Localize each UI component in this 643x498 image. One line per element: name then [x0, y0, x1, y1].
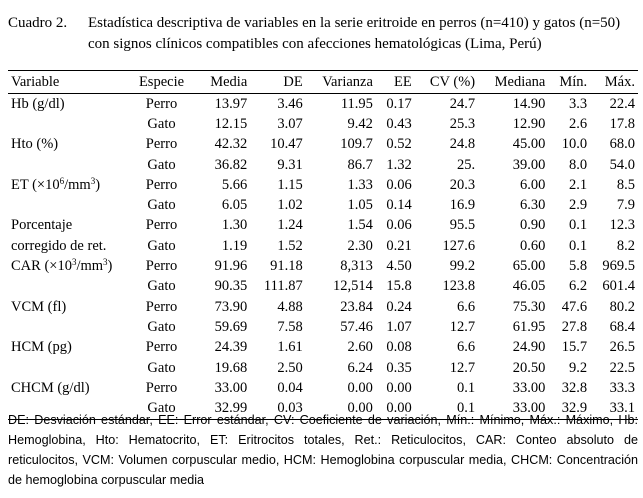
value-cell: 123.8 [442, 278, 476, 295]
species-cell: Gato [147, 115, 176, 132]
header-mediana: Mediana [478, 71, 548, 94]
variable-name: HCM (pg) [11, 339, 72, 356]
variable-cell [8, 277, 126, 297]
header-media: Media [197, 71, 250, 94]
value-cell: 0.1 [569, 237, 588, 254]
table-row [8, 277, 638, 297]
variable-cell [8, 297, 126, 317]
variable-name-part: /mm [64, 176, 91, 193]
variable-name-part: ET (×10 [11, 176, 60, 193]
value-cell: 0.03 [277, 400, 303, 417]
value-cell: 12.7 [449, 359, 476, 376]
value-cell: 68.0 [609, 136, 635, 153]
table-caption [8, 13, 640, 55]
value-cell: 65.00 [512, 258, 546, 275]
value-cell: 10.47 [270, 136, 303, 153]
value-cell: 61.95 [512, 318, 546, 335]
value-cell: 14.90 [512, 95, 546, 112]
value-cell: 33.3 [609, 379, 635, 396]
table-row [8, 114, 638, 134]
value-cell: 4.88 [277, 298, 303, 315]
value-cell: 6.2 [569, 278, 588, 295]
species-cell: Gato [147, 278, 176, 295]
variable-exponent: 3 [90, 175, 96, 186]
statistics-table [8, 70, 638, 420]
value-cell: 42.32 [214, 136, 248, 153]
table-row [8, 297, 638, 317]
variable-cell [8, 236, 126, 256]
value-cell: 36.82 [214, 156, 248, 173]
value-cell: 20.3 [449, 176, 476, 193]
value-cell: 601.4 [602, 278, 635, 295]
variable-name: Hto (%) [11, 136, 59, 153]
header-especie: Especie [126, 71, 197, 94]
value-cell: 109.7 [340, 136, 373, 153]
value-cell: 33.00 [512, 379, 546, 396]
value-cell: 39.00 [512, 156, 546, 173]
value-cell: 33.1 [609, 400, 635, 417]
variable-name-line-2: corregido de ret. [11, 237, 107, 254]
value-cell: 1.52 [277, 237, 303, 254]
variable-name-part: /mm [76, 258, 104, 275]
header-max: Máx. [590, 71, 638, 94]
value-cell: 0.17 [386, 95, 412, 112]
species-cell: Gato [147, 318, 176, 335]
value-cell: 32.99 [214, 400, 248, 417]
value-cell: 12,514 [333, 278, 373, 295]
value-cell: 0.00 [347, 400, 373, 417]
value-cell: 0.21 [386, 237, 412, 254]
value-cell: 0.06 [386, 217, 412, 234]
value-cell: 27.8 [561, 318, 588, 335]
table-footnote: DE: Desviación estándar, EE: Error estándar, CV: Coeficiente de variación, Mín.: Mínimo, Máx.: Máximo, Hb: Hemoglobina, Hto: Hematocrito, ET: Eritrocitos totales, Ret.: Reticulocitos, CAR: Conteo absoluto de reticulocitos, VCM: Volumen corpuscular medio, HCM: Hemoglobina corpuscular media, CHCM: Concentración de hemoglobina corpuscular media [8, 413, 638, 487]
variable-cell [8, 175, 126, 195]
value-cell: 99.2 [449, 258, 476, 275]
value-cell: 0.1 [457, 400, 476, 417]
header-de: DE [250, 71, 305, 94]
header-variable: Variable [8, 71, 126, 94]
table-row [8, 378, 638, 398]
value-cell: 9.2 [569, 359, 588, 376]
value-cell: 4.50 [386, 258, 412, 275]
value-cell: 3.07 [277, 115, 303, 132]
value-cell: 1.15 [277, 176, 303, 193]
value-cell: 0.24 [386, 298, 412, 315]
variable-cell [8, 378, 126, 398]
species-cell: Perro [145, 136, 178, 153]
value-cell: 6.05 [221, 197, 248, 214]
value-cell: 8.0 [569, 156, 588, 173]
value-cell: 19.68 [214, 359, 248, 376]
value-cell: 1.32 [386, 156, 412, 173]
caption-text-1: Estadística descriptiva de variables en la serie eritroide en perros (n=410) y gatos (n=50) [88, 15, 621, 31]
value-cell: 1.30 [221, 217, 248, 234]
variable-name: VCM (fl) [11, 298, 67, 315]
value-cell: 24.7 [449, 95, 476, 112]
table-row [8, 358, 638, 378]
variable-cell [8, 94, 126, 115]
species-cell: Perro [145, 176, 178, 193]
value-cell: 46.05 [512, 278, 546, 295]
value-cell: 22.5 [609, 359, 635, 376]
variable-name-part: ) [95, 176, 101, 193]
value-cell: 0.00 [386, 379, 412, 396]
value-cell: 5.66 [221, 176, 248, 193]
value-cell: 80.2 [609, 298, 635, 315]
value-cell: 8.2 [616, 237, 635, 254]
table-row [8, 195, 638, 215]
species-cell: Gato [147, 197, 176, 214]
value-cell: 54.0 [609, 156, 635, 173]
variable-name-part: ) [107, 258, 113, 275]
table-row [8, 338, 638, 358]
variable-cell [8, 338, 126, 358]
species-cell: Gato [147, 237, 176, 254]
value-cell: 9.42 [347, 115, 373, 132]
value-cell: 0.14 [386, 197, 412, 214]
caption-line-2: con signos clínicos compatibles con afecciones hematológicas (Lima, Perú) [88, 36, 542, 52]
value-cell: 0.1 [457, 379, 476, 396]
value-cell: 11.95 [340, 95, 373, 112]
value-cell: 0.06 [386, 176, 412, 193]
variable-cell [8, 114, 126, 134]
value-cell: 12.15 [214, 115, 248, 132]
value-cell: 0.90 [519, 217, 546, 234]
value-cell: 1.33 [347, 176, 373, 193]
value-cell: 45.00 [512, 136, 546, 153]
value-cell: 1.05 [347, 197, 373, 214]
value-cell: 0.60 [519, 237, 546, 254]
value-cell: 111.87 [263, 278, 303, 295]
value-cell: 22.4 [609, 95, 635, 112]
variable-exponent: 6 [59, 175, 65, 186]
value-cell: 2.30 [347, 237, 373, 254]
variable-cell [8, 317, 126, 337]
value-cell: 12.90 [512, 115, 546, 132]
table-row [8, 216, 638, 236]
value-cell: 0.00 [386, 400, 412, 417]
value-cell: 0.08 [386, 339, 412, 356]
value-cell: 90.35 [214, 278, 248, 295]
value-cell: 1.24 [277, 217, 303, 234]
value-cell: 6.00 [519, 176, 546, 193]
species-cell: Gato [147, 400, 176, 417]
value-cell: 59.69 [214, 318, 248, 335]
value-cell: 0.43 [386, 115, 412, 132]
species-cell: Perro [145, 379, 178, 396]
value-cell: 7.9 [616, 197, 635, 214]
variable-name: CHCM (g/dl) [11, 379, 90, 396]
species-cell: Perro [145, 217, 178, 234]
header-ee: EE [376, 71, 415, 94]
value-cell: 2.9 [569, 197, 588, 214]
value-cell: 0.1 [569, 217, 588, 234]
value-cell: 3.46 [277, 95, 303, 112]
value-cell: 0.04 [277, 379, 303, 396]
variable-cell [8, 135, 126, 155]
variable-name-part: CAR (×10 [11, 258, 72, 275]
header-row [8, 71, 638, 94]
value-cell: 24.90 [512, 339, 546, 356]
value-cell: 95.5 [449, 217, 476, 234]
value-cell: 6.30 [519, 197, 546, 214]
caption-line-1 [8, 13, 640, 34]
table-header [8, 71, 638, 94]
value-cell: 1.07 [386, 318, 412, 335]
value-cell: 2.6 [569, 115, 588, 132]
value-cell: 8,313 [340, 258, 373, 275]
value-cell: 10.0 [561, 136, 588, 153]
caption-label: Cuadro 2. [8, 15, 68, 31]
value-cell: 6.6 [457, 339, 476, 356]
variable-name-line-1: Porcentaje [11, 217, 73, 234]
value-cell: 12.7 [449, 318, 476, 335]
species-cell: Perro [145, 258, 178, 275]
value-cell: 16.9 [449, 197, 476, 214]
header-min: Mín. [548, 71, 590, 94]
value-cell: 127.6 [442, 237, 476, 254]
value-cell: 86.7 [347, 156, 373, 173]
value-cell: 6.6 [457, 298, 476, 315]
table-row [8, 317, 638, 337]
value-cell: 1.61 [277, 339, 303, 356]
variable-cell [8, 256, 126, 276]
species-cell: Gato [147, 359, 176, 376]
value-cell: 969.5 [602, 258, 635, 275]
value-cell: 0.00 [347, 379, 373, 396]
value-cell: 7.58 [277, 318, 303, 335]
variable-cell [8, 216, 126, 236]
value-cell: 15.7 [561, 339, 588, 356]
value-cell: 33.00 [214, 379, 248, 396]
value-cell: 6.24 [347, 359, 373, 376]
value-cell: 2.60 [347, 339, 373, 356]
species-cell: Perro [145, 298, 178, 315]
table-body [8, 94, 638, 420]
table-row [8, 236, 638, 256]
table-row [8, 135, 638, 155]
header-varianza: Varianza [306, 71, 376, 94]
table-row [8, 175, 638, 195]
value-cell: 2.50 [277, 359, 303, 376]
value-cell: 47.6 [561, 298, 588, 315]
variable-cell [8, 358, 126, 378]
value-cell: 1.19 [221, 237, 248, 254]
value-cell: 32.9 [561, 400, 588, 417]
value-cell: 15.8 [386, 278, 412, 295]
table-row [8, 94, 638, 115]
value-cell: 25.3 [449, 115, 476, 132]
species-cell: Perro [145, 339, 178, 356]
value-cell: 9.31 [277, 156, 303, 173]
species-cell: Gato [147, 156, 176, 173]
variable-exponent: 3 [103, 257, 108, 268]
value-cell: 17.8 [609, 115, 635, 132]
value-cell: 68.4 [609, 318, 635, 335]
value-cell: 24.39 [214, 339, 248, 356]
species-cell: Perro [145, 95, 178, 112]
variable-cell [8, 195, 126, 215]
variable-name: Hb (g/dl) [11, 95, 65, 112]
value-cell: 25. [457, 156, 476, 173]
value-cell: 5.8 [569, 258, 588, 275]
value-cell: 8.5 [616, 176, 635, 193]
variable-cell [8, 155, 126, 175]
value-cell: 26.5 [609, 339, 635, 356]
value-cell: 3.3 [569, 95, 588, 112]
header-cv: CV (%) [415, 71, 478, 94]
table-row [8, 256, 638, 276]
value-cell: 32.8 [561, 379, 588, 396]
value-cell: 91.96 [214, 258, 248, 275]
table-row [8, 155, 638, 175]
value-cell: 0.35 [386, 359, 412, 376]
variable-exponent: 3 [71, 257, 77, 268]
value-cell: 13.97 [214, 95, 248, 112]
value-cell: 2.1 [569, 176, 588, 193]
value-cell: 12.3 [609, 217, 635, 234]
value-cell: 20.50 [512, 359, 546, 376]
value-cell: 0.52 [386, 136, 412, 153]
value-cell: 23.84 [340, 298, 373, 315]
value-cell: 1.54 [347, 217, 373, 234]
value-cell: 1.02 [277, 197, 303, 214]
value-cell: 57.46 [340, 318, 373, 335]
value-cell: 75.30 [512, 298, 546, 315]
value-cell: 91.18 [270, 258, 303, 275]
value-cell: 24.8 [449, 136, 476, 153]
value-cell: 73.90 [214, 298, 248, 315]
value-cell: 33.00 [512, 400, 546, 417]
